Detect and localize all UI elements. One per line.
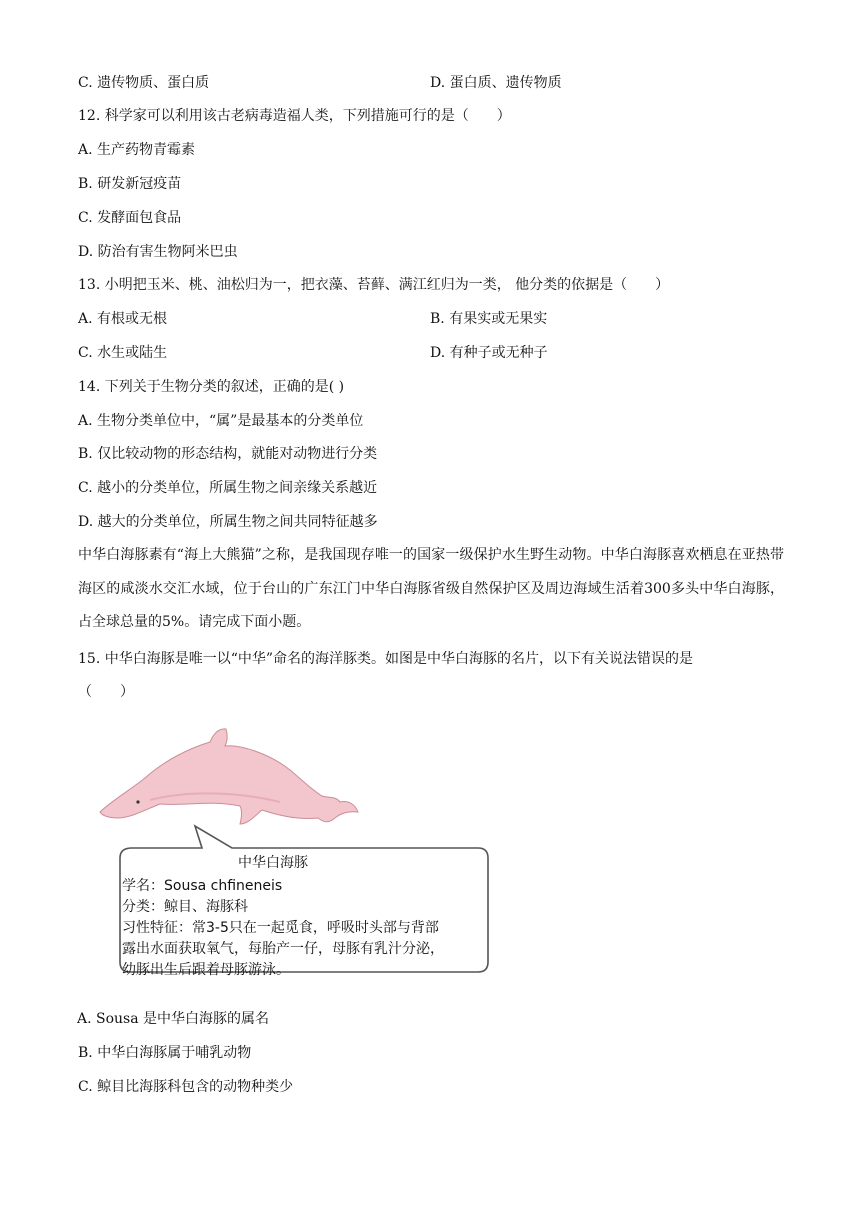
q13-option-d: D. 有种子或无种子 — [430, 345, 548, 361]
q15-stem: 15. 中华白海豚是唯一以“中华”命名的海洋豚类。如图是中华白海豚的名片，以下有关说法错误的是 — [78, 651, 694, 667]
dolphin-illustration — [100, 729, 358, 824]
q14-option-c: C. 越小的分类单位，所属生物之间亲缘关系越近 — [78, 480, 378, 496]
card-title: 中华白海豚 — [238, 855, 308, 871]
card-line-scientific-name: 学名：Sousa chfineneis — [122, 878, 283, 894]
card-line-habits-2: 露出水面获取氧气，每胎产一仔，母豚有乳汁分泌， — [122, 941, 444, 957]
q12-option-a: A. 生产药物青霉素 — [78, 142, 196, 158]
card-line-classification: 分类：鲸目、海豚科 — [122, 899, 248, 915]
card-line-habits-1: 习性特征：常3-5只在一起觅食，呼吸时头部与背部 — [122, 920, 439, 936]
q12-option-c: C. 发酵面包食品 — [78, 210, 182, 226]
q14-option-d: D. 越大的分类单位，所属生物之间共同特征越多 — [78, 514, 378, 530]
q15-option-b: B. 中华白海豚属于哺乳动物 — [78, 1045, 252, 1061]
passage: 中华白海豚素有“海上大熊猫”之称，是我国现存唯一的国家一级保护水生野生动物。中华白海豚喜欢栖息在亚热带海区的咸淡水交汇水域，位于台山的广东江门中华白海豚省级自然保护区及周边海域生活着300多头中华白海豚，占全球总量的5%。请完成下面小题。 — [78, 547, 784, 631]
q15-stem-bracket: （ ） — [78, 684, 134, 700]
card-line-habits-3: 幼豚出生后跟着母豚游泳。 — [122, 962, 290, 978]
q13-option-c: C. 水生或陆生 — [78, 345, 168, 361]
q13-option-b: B. 有果实或无果实 — [430, 311, 548, 327]
q15-option-c: C. 鲸目比海豚科包含的动物种类少 — [78, 1079, 294, 1095]
q15-option-a: A. Sousa 是中华白海豚的属名 — [77, 1011, 270, 1027]
q12-option-d: D. 防治有害生物阿米巴虫 — [78, 244, 238, 260]
q11-option-d: D. 蛋白质、遗传物质 — [430, 75, 562, 91]
q14-stem: 14. 下列关于生物分类的叙述，正确的是( ) — [78, 379, 345, 395]
q12-option-b: B. 研发新冠疫苗 — [78, 176, 182, 192]
q12-stem: 12. 科学家可以利用该古老病毒造福人类，下列措施可行的是（ ） — [78, 108, 511, 124]
q13-stem: 13. 小明把玉米、桃、油松归为一，把衣藻、苔藓、满江红归为一类， 他分类的依据是（ ） — [78, 277, 670, 293]
q13-option-a: A. 有根或无根 — [78, 311, 168, 327]
q14-option-a: A. 生物分类单位中，“属”是最基本的分类单位 — [78, 413, 364, 429]
q11-option-c: C. 遗传物质、蛋白质 — [78, 75, 210, 91]
q14-option-b: B. 仅比较动物的形态结构，就能对动物进行分类 — [78, 446, 378, 462]
